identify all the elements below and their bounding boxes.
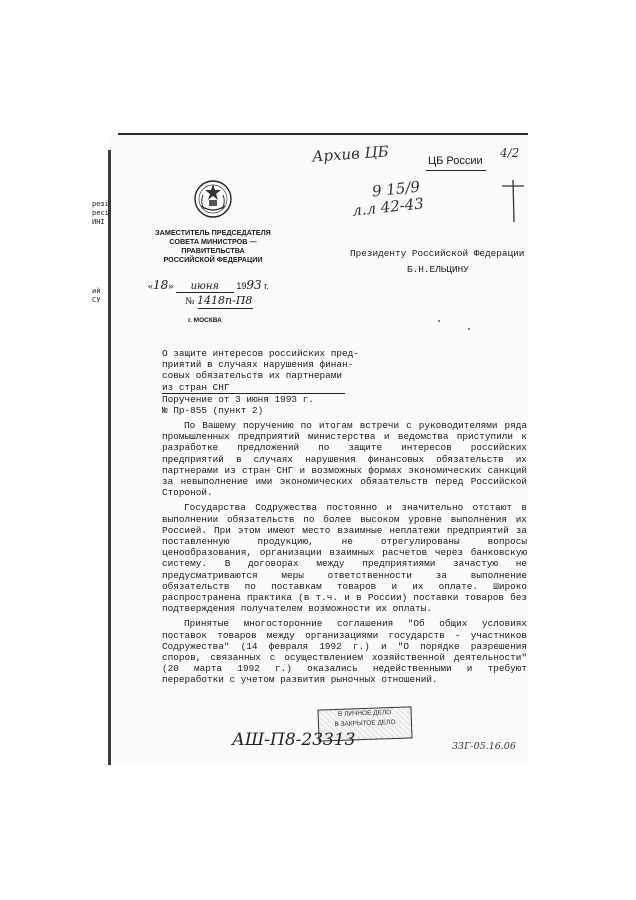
fragment-line: резі [92, 200, 109, 208]
handwritten-reference-line2: л.л 42-43 [351, 194, 425, 220]
issuer-line1: ЗАМЕСТИТЕЛЬ ПРЕДСЕДАТЕЛЯ [155, 228, 271, 237]
subject-line6: № Пр-855 (пункт 2) [162, 405, 264, 417]
date-year-prefix: 19 [236, 281, 247, 291]
archive-handwritten-note: Архив ЦБ [311, 142, 390, 166]
state-emblem-icon [192, 178, 234, 220]
letter-body [162, 420, 527, 690]
underline [198, 308, 253, 309]
document-number [185, 294, 252, 307]
paragraph-2: Государства Содружества постоянно и значительно отстают в выполнении обязательств по более высоком уровне выполнения их Россией. При этом имеют место взаимные неплатежи предприятий за поставленную продукцию, не отрегулированы вопросы ценообразования, организации взаимных расчетов через банковскую систему. В договорах между предприятиями зачастую не предусматриваются меры ответственности за выполнение обязательств по поставкам товаров и их оплате. Широко распространена практика (в т.ч. и в России) поставки товаров без подтверждения получателем возможности их оплаты. [162, 502, 527, 615]
subject-line4: из стран СНГ [162, 382, 345, 394]
issuer-line2: СОВЕТА МИНИСТРОВ — ПРАВИТЕЛЬСТВА [169, 237, 257, 255]
number-prefix: № [185, 296, 195, 307]
issuer-block [138, 228, 288, 264]
fragment-line: ий [92, 287, 101, 295]
recipient-line1: Президенту Российской Федерации [350, 248, 525, 259]
fragment-line: СУ [92, 296, 101, 304]
corner-handwritten-mark: 4/2 [500, 146, 520, 160]
date-year: 93 [246, 278, 262, 292]
paragraph-3: Принятые многосторонние соглашения "Об общих условиях поставок товаров между организациями государств - участников Содружества" (14 февраля 1992 г.) и "О порядке разрешения споров, связанных с осуществлением хозяйственной деятельности" (20 марта 1992 г.) оказались недейственными и требуют переработки с учетом развития рыночных отношений. [162, 618, 527, 686]
fragment-line: ресі [92, 209, 109, 217]
scan-speck [468, 328, 470, 330]
date-day: 18 [153, 278, 169, 292]
adjacent-page-fragment [92, 200, 110, 310]
issue-city: г. МОСКВА [188, 317, 222, 324]
handwritten-registration: АШ-П8-23313 [232, 730, 356, 750]
recipient-block [350, 248, 524, 275]
subject-line2: приятий в случаях нарушения финан- [162, 359, 354, 371]
date-suffix: г. [264, 281, 269, 291]
issuer-line3: РОССИЙСКОЙ ФЕДЕРАЦИИ [163, 255, 263, 264]
underline [426, 170, 486, 171]
paragraph-1: По Вашему поручению по итогам встречи с руководителями ряда промышленных предприятий министерства и ведомства приступили к разработке предложений по защите интересов российских предприятий в случаях нарушения финансовых обязательств их партнерами из стран СНГ и возможных формах экономических санкций за невыполнение ими экономических обязательств перед Российской Стороной. [162, 420, 527, 499]
scan-speck [438, 320, 440, 322]
subject-line3: совых обязательств их партнерами [162, 370, 343, 382]
handwritten-date-mark: 33Г-05.16.06 [452, 741, 516, 752]
stamp-line2: В ЗАКРЫТОЕ ДЕЛО [334, 718, 396, 729]
number-value: 1418п-П8 [197, 294, 253, 307]
handwritten-reference-line1: 9 15/9 [371, 177, 421, 201]
date-month: июня [190, 281, 220, 292]
subject-line1: О защите интересов российских пред- [162, 348, 359, 359]
fragment-line: ИНІ [92, 218, 105, 226]
recipient-line2: Б.Н.ЕЛЬЦИНУ [407, 264, 469, 276]
scan-top-edge [118, 133, 528, 135]
subject-block [162, 348, 362, 416]
handwritten-cross-mark [498, 178, 528, 224]
subject-line5: Поручение от 3 июня 1993 г. [162, 393, 314, 405]
cb-russia-label: ЦБ России [428, 155, 483, 167]
document-date: «18» июня 1993 г. [148, 278, 269, 292]
stamp-line1: В ЛИЧНОЕ ДЕЛО [337, 709, 392, 718]
